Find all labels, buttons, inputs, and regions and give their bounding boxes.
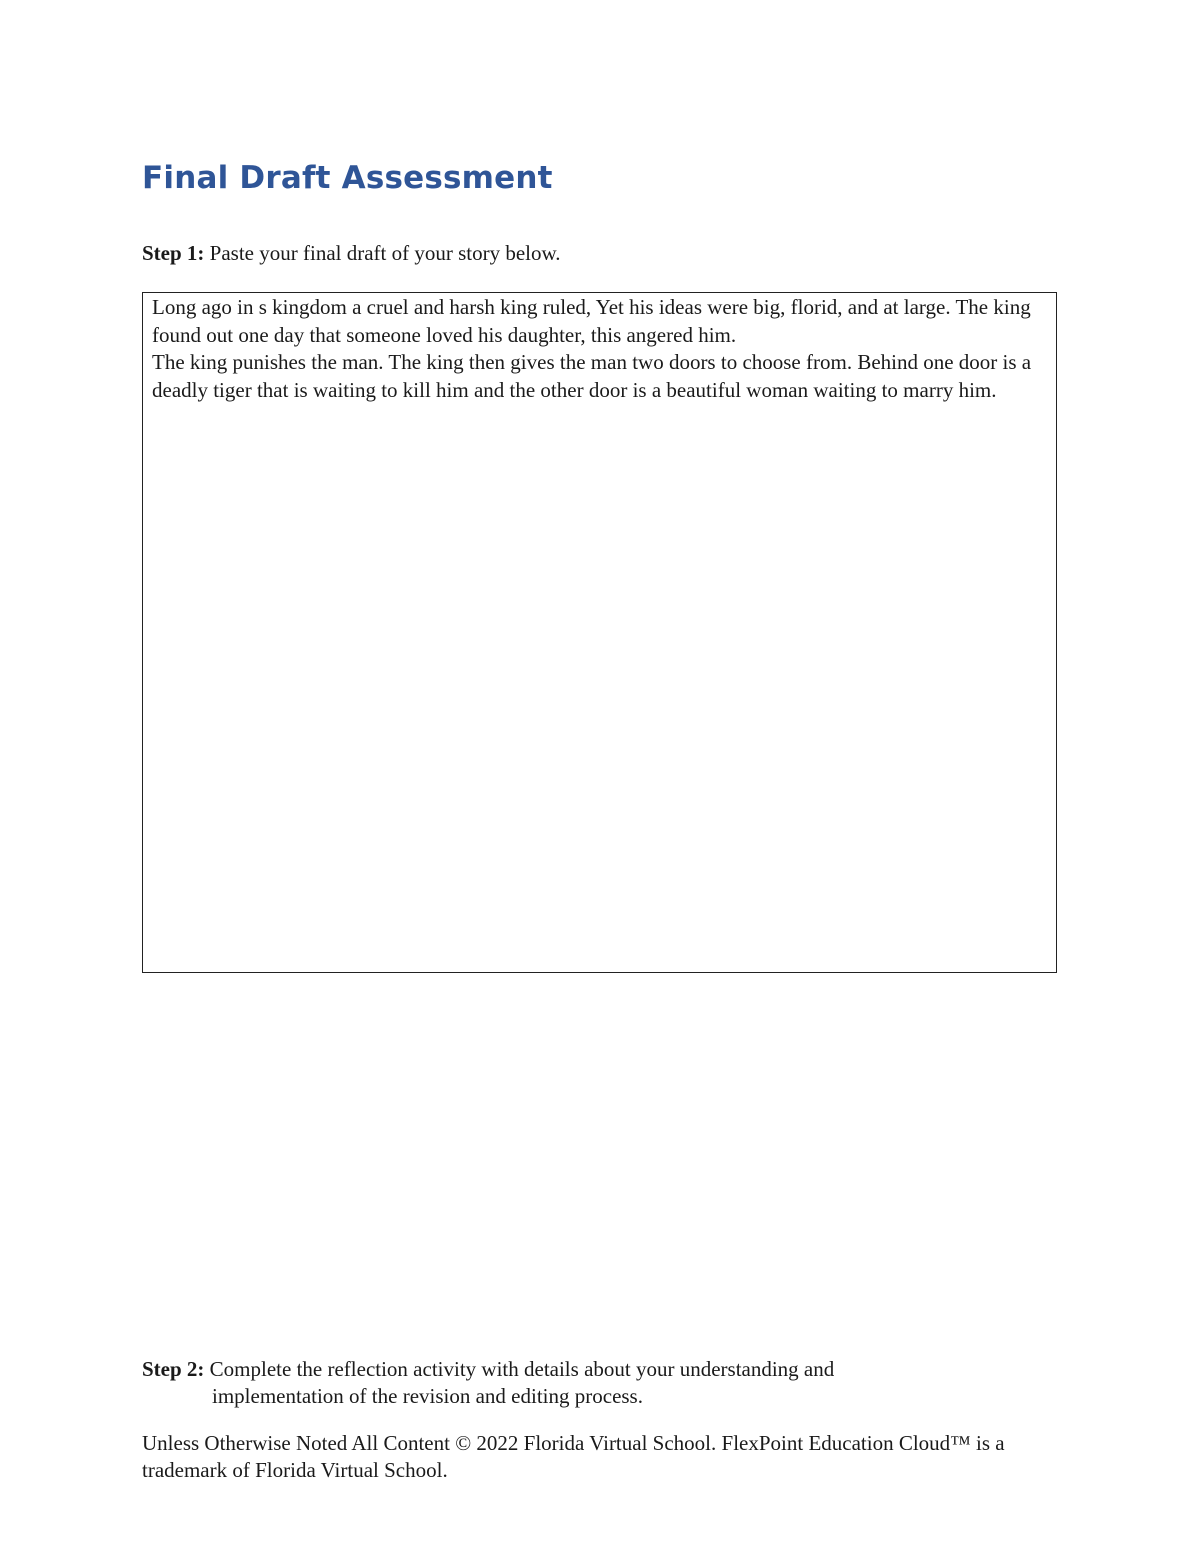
step-2-instruction [142, 1356, 942, 1410]
step-1-text: Paste your final draft of your story below. [204, 241, 561, 265]
step-1-instruction [142, 240, 561, 267]
step-1-label: Step 1: [142, 241, 205, 265]
draft-paragraph-2: The king punishes the man. The king then gives the man two doors to choose from. Behind one door is a deadly tiger that is waiting to kill him and the other door is a beautiful woman waiting to marry him. [152, 350, 1032, 402]
draft-paragraph-1: Long ago in s kingdom a cruel and harsh king ruled, Yet his ideas were big, florid, and at large. The king found out one day that someone loved his daughter, this angered him. [152, 295, 1031, 347]
copyright-footer: Unless Otherwise Noted All Content © 2022 Florida Virtual School. FlexPoint Education Cloud™ is a trademark of Florida Virtual School. [142, 1431, 1005, 1482]
step-2-text-line-1: Complete the reflection activity with details about your understanding and [204, 1357, 835, 1381]
final-draft-box[interactable] [142, 292, 1057, 973]
step-2-text-line-2: implementation of the revision and editing process. [212, 1384, 643, 1408]
page-title: Final Draft Assessment [142, 160, 553, 196]
step-2-label: Step 2: [142, 1357, 205, 1381]
